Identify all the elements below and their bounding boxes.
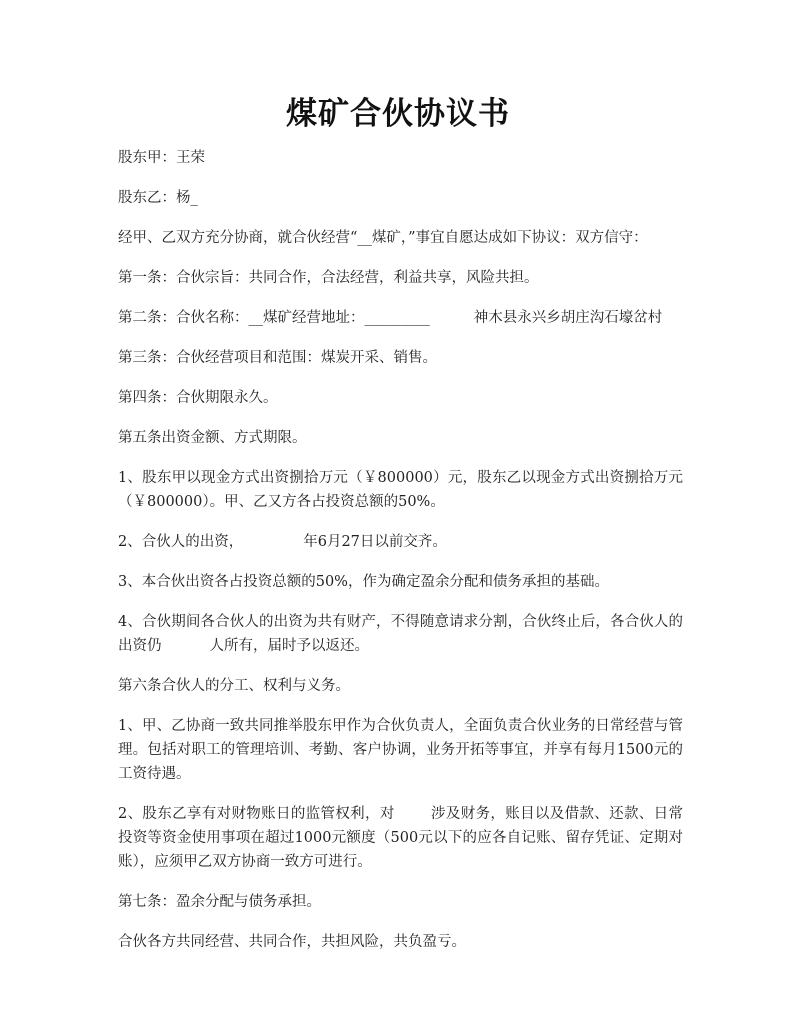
- preamble-paragraph: 经甲、乙双方充分协商，就合伙经营“__煤矿，”事宜自愿达成如下协议：双方信守：: [118, 230, 648, 246]
- article-5-heading: 第五条出资金额、方式期限。: [118, 430, 307, 446]
- article-5-item-2-lead: 2、合伙人的出资，: [118, 534, 244, 550]
- article-6-item-2: [118, 802, 683, 874]
- article-5-item-4: [118, 610, 683, 658]
- article-6-item-2-lead: 2、股东乙享有对财物账日的监管权利，对: [118, 806, 395, 822]
- article-4: 第四条：合伙期限永久。: [118, 390, 278, 406]
- article-6-item-2-tail: 涉及财务，账目以及借款、还款、日常投资等资金使用事项在超过1000元额度（500元以下的应各自记账、留存凭证、定期对账），应须甲乙双方协商一致方可进行。: [118, 806, 683, 870]
- article-1: 第一条：合伙宗旨：共同合作，合法经营，利益共享，风险共担。: [118, 270, 539, 286]
- article-5-item-4-lead: 4、合伙期间各合伙人的出资为共有财产，不得随意请求分割，合伙终止后，各合伙人的出资仍: [118, 614, 683, 654]
- article-2: [118, 306, 683, 330]
- article-7-heading: 第七条：盈余分配与债务承担。: [118, 894, 321, 910]
- article-2-location: 神木县永兴乡胡庄沟石壕岔村: [473, 310, 663, 326]
- article-6-heading: 第六条合伙人的分工、权利与义务。: [118, 678, 350, 694]
- article-7-text: 合伙各方共同经营、共同合作，共担风险，共负盈亏。: [118, 934, 466, 950]
- article-5-item-3: 3、本合伙出资各占投资总额的50%，作为确定盈余分配和债务承担的基础。: [118, 574, 609, 590]
- article-6-item-1: 1、甲、乙协商一致共同推举股东甲作为合伙负责人，全面负责合伙业务的日常经营与管理。包括对职工的管理培训、考勤、客户协调，业务开拓等事宜，并享有每月1500元的工资待遇。: [118, 718, 683, 782]
- document-body: [118, 146, 683, 970]
- article-5-item-1: 1、股东甲以现金方式出资捌拾万元（￥800000）元，股东乙以现金方式出资捌拾万元（￥800000）。甲、乙又方各占投资总额的50%。: [118, 470, 683, 510]
- article-2-name-address: 第二条：合伙名称：__煤矿经营地址：_________: [118, 310, 430, 326]
- article-5-item-2-date: 年6月27日以前交齐。: [303, 534, 447, 550]
- article-5-item-4-tail: 人所有，届时予以返还。: [209, 638, 369, 654]
- shareholder-b-line: 股东乙：杨_: [118, 190, 198, 206]
- article-3: 第三条：合伙经营项目和范围：煤炭开采、销售。: [118, 350, 437, 366]
- article-5-item-2: [118, 530, 683, 554]
- shareholder-a-line: 股东甲：王荣: [118, 150, 205, 166]
- document-title: 煤矿合伙协议书: [286, 96, 510, 132]
